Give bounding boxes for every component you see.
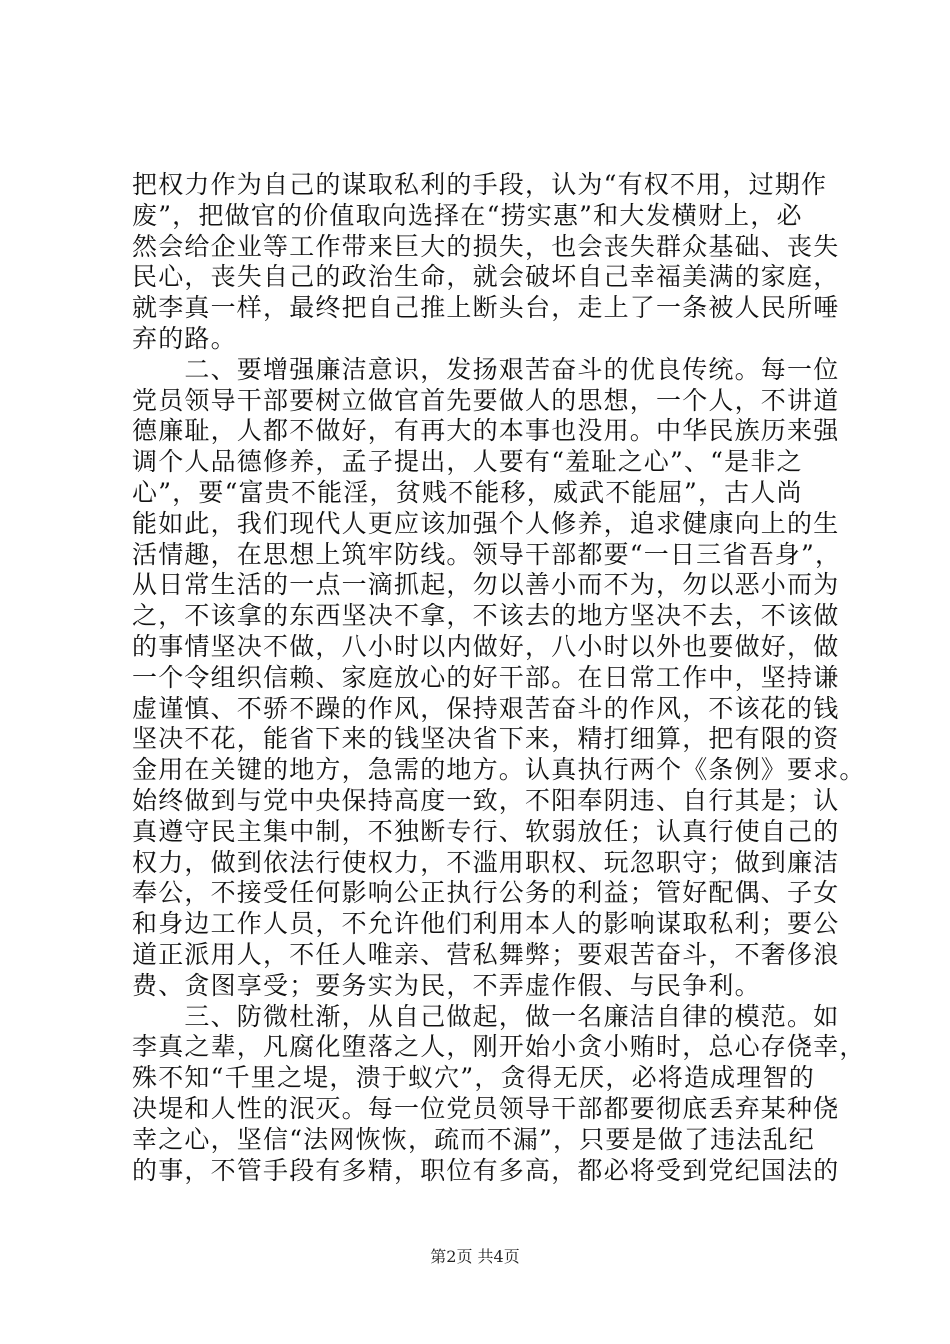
text-line: 殊不知“千里之堤，溃于蚁穴”，贪得无厌，必将造成理智的 — [132, 1063, 815, 1093]
text-line: 德廉耻，人都不做好，有再大的本事也没用。中华民族历来强 — [132, 416, 840, 446]
text-line: 把权力作为自己的谋取私利的手段，认为“有权不用，过期作 — [132, 170, 828, 199]
text-line: 之，不该拿的东西坚决不拿，不该去的地方坚决不去，不该做 — [132, 601, 840, 631]
text-line: 李真之辈，凡腐化堕落之人，刚开始小贪小贿时，总心存侥幸， — [132, 1032, 866, 1062]
text-line: 一个令组织信赖、家庭放心的好干部。在日常工作中，坚持谦 — [132, 662, 840, 692]
text-line: 党员领导干部要树立做官首先要做人的思想，一个人，不讲道 — [132, 385, 840, 415]
text-line: 道正派用人，不任人唯亲、营私舞弊；要艰苦奋斗，不奢侈浪 — [132, 939, 840, 969]
text-line: 调个人品德修养，孟子提出，人要有“羞耻之心”、“是非之 — [132, 447, 803, 477]
text-line: 决堤和人性的泯灭。每一位党员领导干部都要彻底丢弃某种侥 — [132, 1093, 840, 1123]
text-line: 奉公，不接受任何影响公正执行公务的利益；管好配偶、子女 — [132, 878, 840, 908]
text-line: 民心，丧失自己的政治生命，就会破坏自己幸福美满的家庭， — [132, 262, 840, 292]
text-line: 废”，把做官的价值取向选择在“捞实惠”和大发横财上，必 — [132, 200, 803, 230]
text-line: 费、贪图享受；要务实为民，不弄虚作假、与民争利。 — [132, 970, 761, 1000]
text-line: 幸之心，坚信“法网恢恢，疏而不漏”，只要是做了违法乱纪 — [132, 1124, 815, 1154]
text-line: 然会给企业等工作带来巨大的损失，也会丧失群众基础、丧失 — [132, 231, 840, 261]
text-line: 和身边工作人员，不允许他们利用本人的影响谋取私利；要公 — [132, 909, 840, 939]
text-line: 的事，不管手段有多精，职位有多高，都必将受到党纪国法的 — [132, 1155, 840, 1185]
text-line: 弃的路。 — [132, 323, 237, 353]
text-line: 三、防微杜渐，从自己做起，做一名廉洁自律的模范。如 — [132, 1001, 840, 1031]
document-body — [132, 170, 866, 1186]
text-line: 虚谨慎、不骄不躁的作风，保持艰苦奋斗的作风，不该花的钱 — [132, 693, 840, 723]
text-line: 能如此，我们现代人更应该加强个人修养，追求健康向上的生 — [132, 508, 840, 538]
text-line: 从日常生活的一点一滴抓起，勿以善小而不为，勿以恶小而为 — [132, 570, 840, 600]
text-line: 活情趣，在思想上筑牢防线。领导干部都要“一日三省吾身”， — [132, 539, 842, 569]
text-line: 权力，做到依法行使权力，不滥用职权、玩忽职守；做到廉洁 — [132, 847, 840, 877]
text-line: 金用在关键的地方，急需的地方。认真执行两个《条例》要求。 — [132, 755, 866, 785]
text-line: 始终做到与党中央保持高度一致，不阳奉阴违、自行其是；认 — [132, 785, 840, 815]
text-line: 二、要增强廉洁意识，发扬艰苦奋斗的优良传统。每一位 — [132, 354, 840, 384]
text-line: 心”，要“富贵不能淫，贫贱不能移，威武不能屈”，古人尚 — [132, 477, 803, 507]
text-line: 的事情坚决不做，八小时以内做好，八小时以外也要做好，做 — [132, 631, 840, 661]
text-line: 真遵守民主集中制，不独断专行、软弱放任；认真行使自己的 — [132, 816, 840, 846]
text-line: 就李真一样，最终把自己推上断头台，走上了一条被人民所唾 — [132, 293, 840, 323]
text-line: 坚决不花，能省下来的钱坚决省下来，精打细算，把有限的资 — [132, 724, 840, 754]
page-number-footer: 第2页 共4页 — [430, 1247, 520, 1266]
